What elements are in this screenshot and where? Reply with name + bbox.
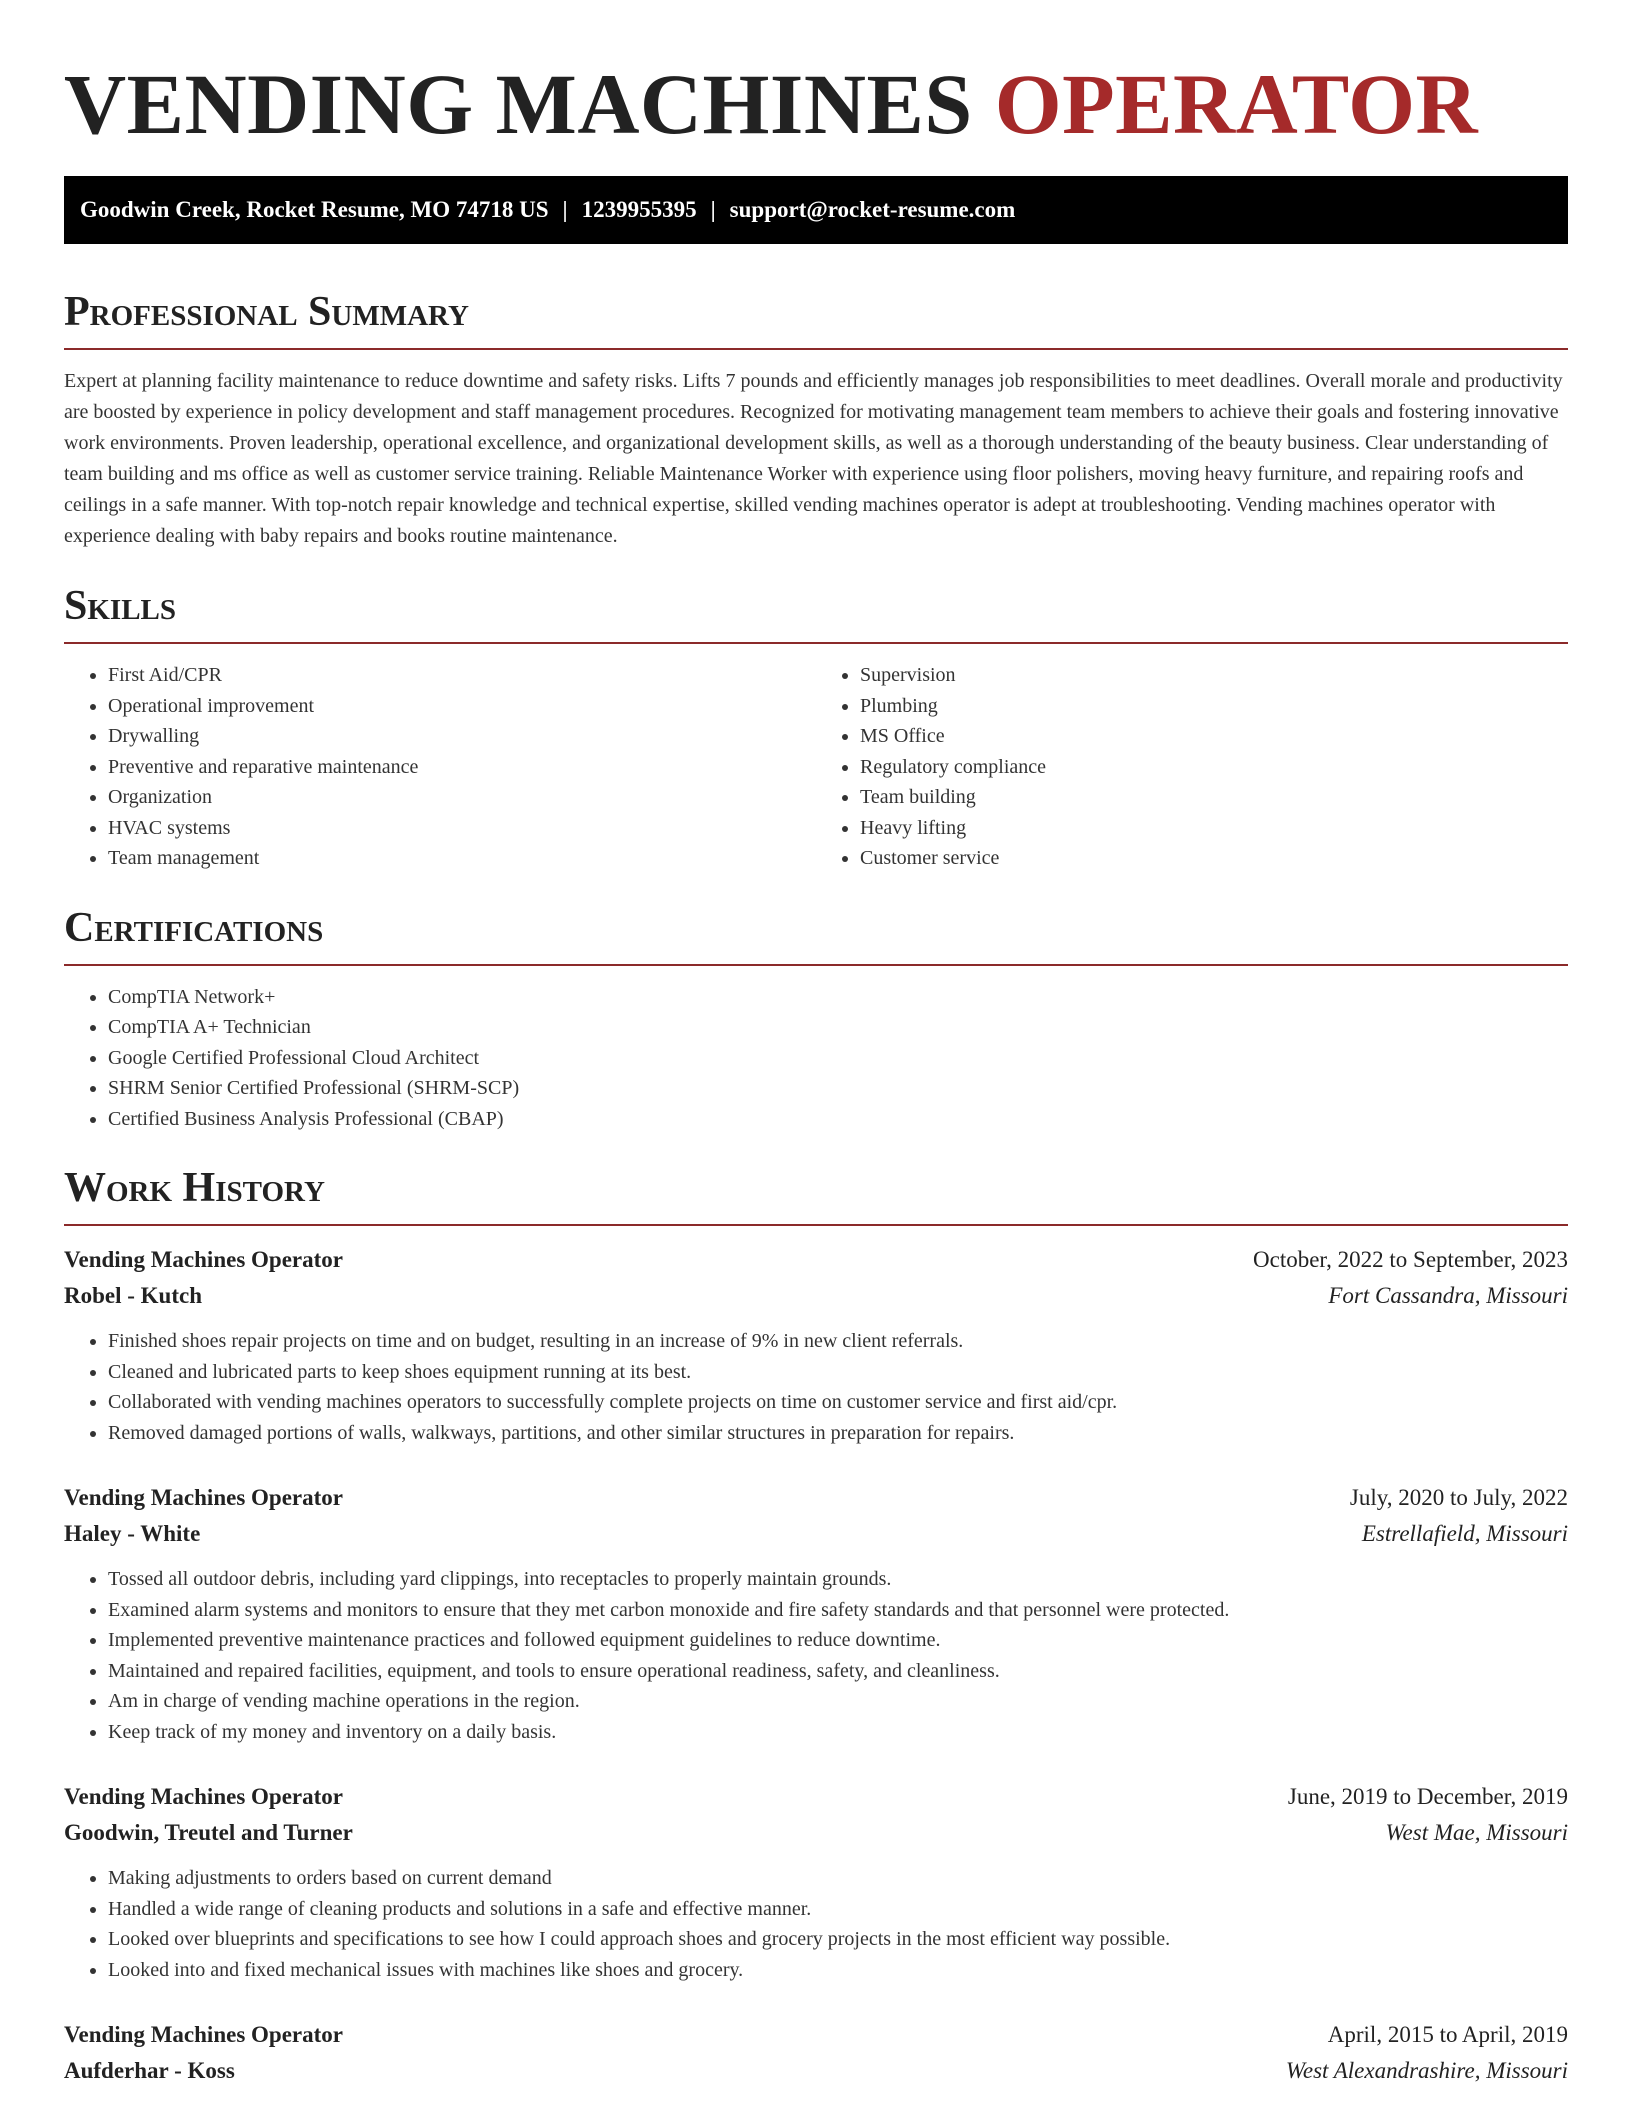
job-duty: • Making adjustments to orders based on current demand [108,1863,1568,1894]
job-entry [64,1480,1568,1747]
job-duty: • Finished shoes repair projects on time and on budget, resulting in an increase of 9% in new client referrals. [108,1326,1568,1357]
job-duty: • Tossed all outdoor debris, including yard clippings, into receptacles to properly maintain grounds. [108,1564,1568,1595]
skills-grid [64,660,1568,874]
job-header-row [64,1242,1568,1278]
job-duty: • Looked over blueprints and specifications to see how I could approach shoes and grocery projects in the most efficient way possible. [108,1924,1568,1955]
job-subheader-row [64,1516,1568,1552]
job-subheader-row [64,1278,1568,1314]
skill-item: • Team building [860,782,1568,813]
skill-item: • Regulatory compliance [860,752,1568,783]
contact-separator: | [562,197,568,222]
work-history-section [64,1164,1568,2089]
section-title-work-history: Work History [64,1164,1568,1226]
job-duty: • Cleaned and lubricated parts to keep shoes equipment running at its best. [108,1357,1568,1388]
job-company: Robel - Kutch [64,1283,202,1308]
skill-item: • Drywalling [108,721,816,752]
certifications-list [64,982,1568,1135]
job-location: West Alexandrashire, Missouri [1285,2058,1568,2083]
skill-item: • Supervision [860,660,1568,691]
certification-item: • SHRM Senior Certified Professional (SHRM-SCP) [108,1073,1568,1104]
certifications-section [64,904,1568,1135]
skill-item: • Organization [108,782,816,813]
job-company: Haley - White [64,1521,201,1546]
job-subheader-row [64,1815,1568,1851]
contact-separator: | [710,197,716,222]
job-duty: • Maintained and repaired facilities, equipment, and tools to ensure operational readiness, safety, and cleanliness. [108,1656,1568,1687]
contact-email: support@rocket-resume.com [729,197,1016,222]
skill-item: • Heavy lifting [860,813,1568,844]
job-dates: June, 2019 to December, 2019 [1287,1784,1568,1809]
job-header-row [64,1480,1568,1516]
job-header-row [64,2017,1568,2053]
job-header-row [64,1779,1568,1815]
section-title-skills: Skills [64,582,1568,644]
job-company: Aufderhar - Koss [64,2058,235,2083]
job-duty: • Keep track of my money and inventory on a daily basis. [108,1717,1568,1748]
job-location: Fort Cassandra, Missouri [1328,1283,1568,1308]
skills-list-left [64,660,816,874]
job-title: Vending Machines Operator [64,1784,343,1809]
job-duty: • Handled a wide range of cleaning products and solutions in a safe and effective manner. [108,1894,1568,1925]
summary-section [64,288,1568,552]
skill-item: • HVAC systems [108,813,816,844]
skill-item: • Plumbing [860,691,1568,722]
section-title-summary: Professional Summary [64,288,1568,350]
job-company: Goodwin, Treutel and Turner [64,1820,353,1845]
job-entry [64,1242,1568,1448]
summary-text: Expert at planning facility maintenance to reduce downtime and safety risks. Lifts 7 pounds and efficiently manages job responsibilities to meet deadlines. Overall morale and productivity are boosted by experience in policy development and staff management procedures. Recognized for motivating management team members to achieve their goals and fostering innovative work environments. Proven leadership, operational excellence, and organizational development skills, as well as a thorough understanding of the beauty business. Clear understanding of team building and ms office as well as customer service training. Reliable Maintenance Worker with experience using floor polishers, moving heavy furniture, and repairing roofs and ceilings in a safe manner. With top-notch repair knowledge and technical expertise, skilled vending machines operator is adept at troubleshooting. Vending machines operator with experience dealing with baby repairs and books routine maintenance. [64,370,1563,547]
job-duty: • Examined alarm systems and monitors to ensure that they met carbon monoxide and fire safety standards and that personnel were protected. [108,1595,1568,1626]
job-duty: • Am in charge of vending machine operations in the region. [108,1686,1568,1717]
job-title: Vending Machines Operator [64,1247,343,1272]
skills-section [64,582,1568,874]
job-location: West Mae, Missouri [1385,1820,1568,1845]
skill-item: • Preventive and reparative maintenance [108,752,816,783]
job-duty: • Collaborated with vending machines operators to successfully complete projects on time on customer service and first aid/cpr. [108,1387,1568,1418]
job-dates: April, 2015 to April, 2019 [1327,2022,1568,2047]
job-location: Estrellafield, Missouri [1361,1521,1568,1546]
certification-item: • Google Certified Professional Cloud Architect [108,1043,1568,1074]
certification-item: • CompTIA A+ Technician [108,1012,1568,1043]
skill-item: • MS Office [860,721,1568,752]
job-duties [64,1564,1568,1747]
job-duties [64,1863,1568,1985]
certification-item: • Certified Business Analysis Professional (CBAP) [108,1104,1568,1135]
skill-item: • Customer service [860,843,1568,874]
job-dates: October, 2022 to September, 2023 [1253,1247,1568,1272]
contact-address: Goodwin Creek, Rocket Resume, MO 74718 US [80,197,549,222]
name-primary: VENDING MACHINES [64,56,973,152]
skills-list-right [816,660,1568,874]
skill-item: • First Aid/CPR [108,660,816,691]
contact-bar [64,176,1568,244]
job-title: Vending Machines Operator [64,1485,343,1510]
section-title-certifications: Certifications [64,904,1568,966]
certification-item: • CompTIA Network+ [108,982,1568,1013]
job-entry [64,2017,1568,2089]
job-dates: July, 2020 to July, 2022 [1349,1485,1568,1510]
skill-item: • Operational improvement [108,691,816,722]
job-duties [64,1326,1568,1448]
job-title: Vending Machines Operator [64,2022,343,2047]
job-duty: • Implemented preventive maintenance practices and followed equipment guidelines to reduce downtime. [108,1625,1568,1656]
job-duty: • Removed damaged portions of walls, walkways, partitions, and other similar structures in preparation for repairs. [108,1418,1568,1449]
job-subheader-row [64,2053,1568,2089]
resume-page [64,0,1568,2089]
resume-name [64,54,1568,154]
skill-item: • Team management [108,843,816,874]
job-duty: • Looked into and fixed mechanical issues with machines like shoes and grocery. [108,1955,1568,1986]
contact-phone: 1239955395 [581,197,697,222]
name-accent: OPERATOR [994,56,1479,152]
job-entry [64,1779,1568,1985]
